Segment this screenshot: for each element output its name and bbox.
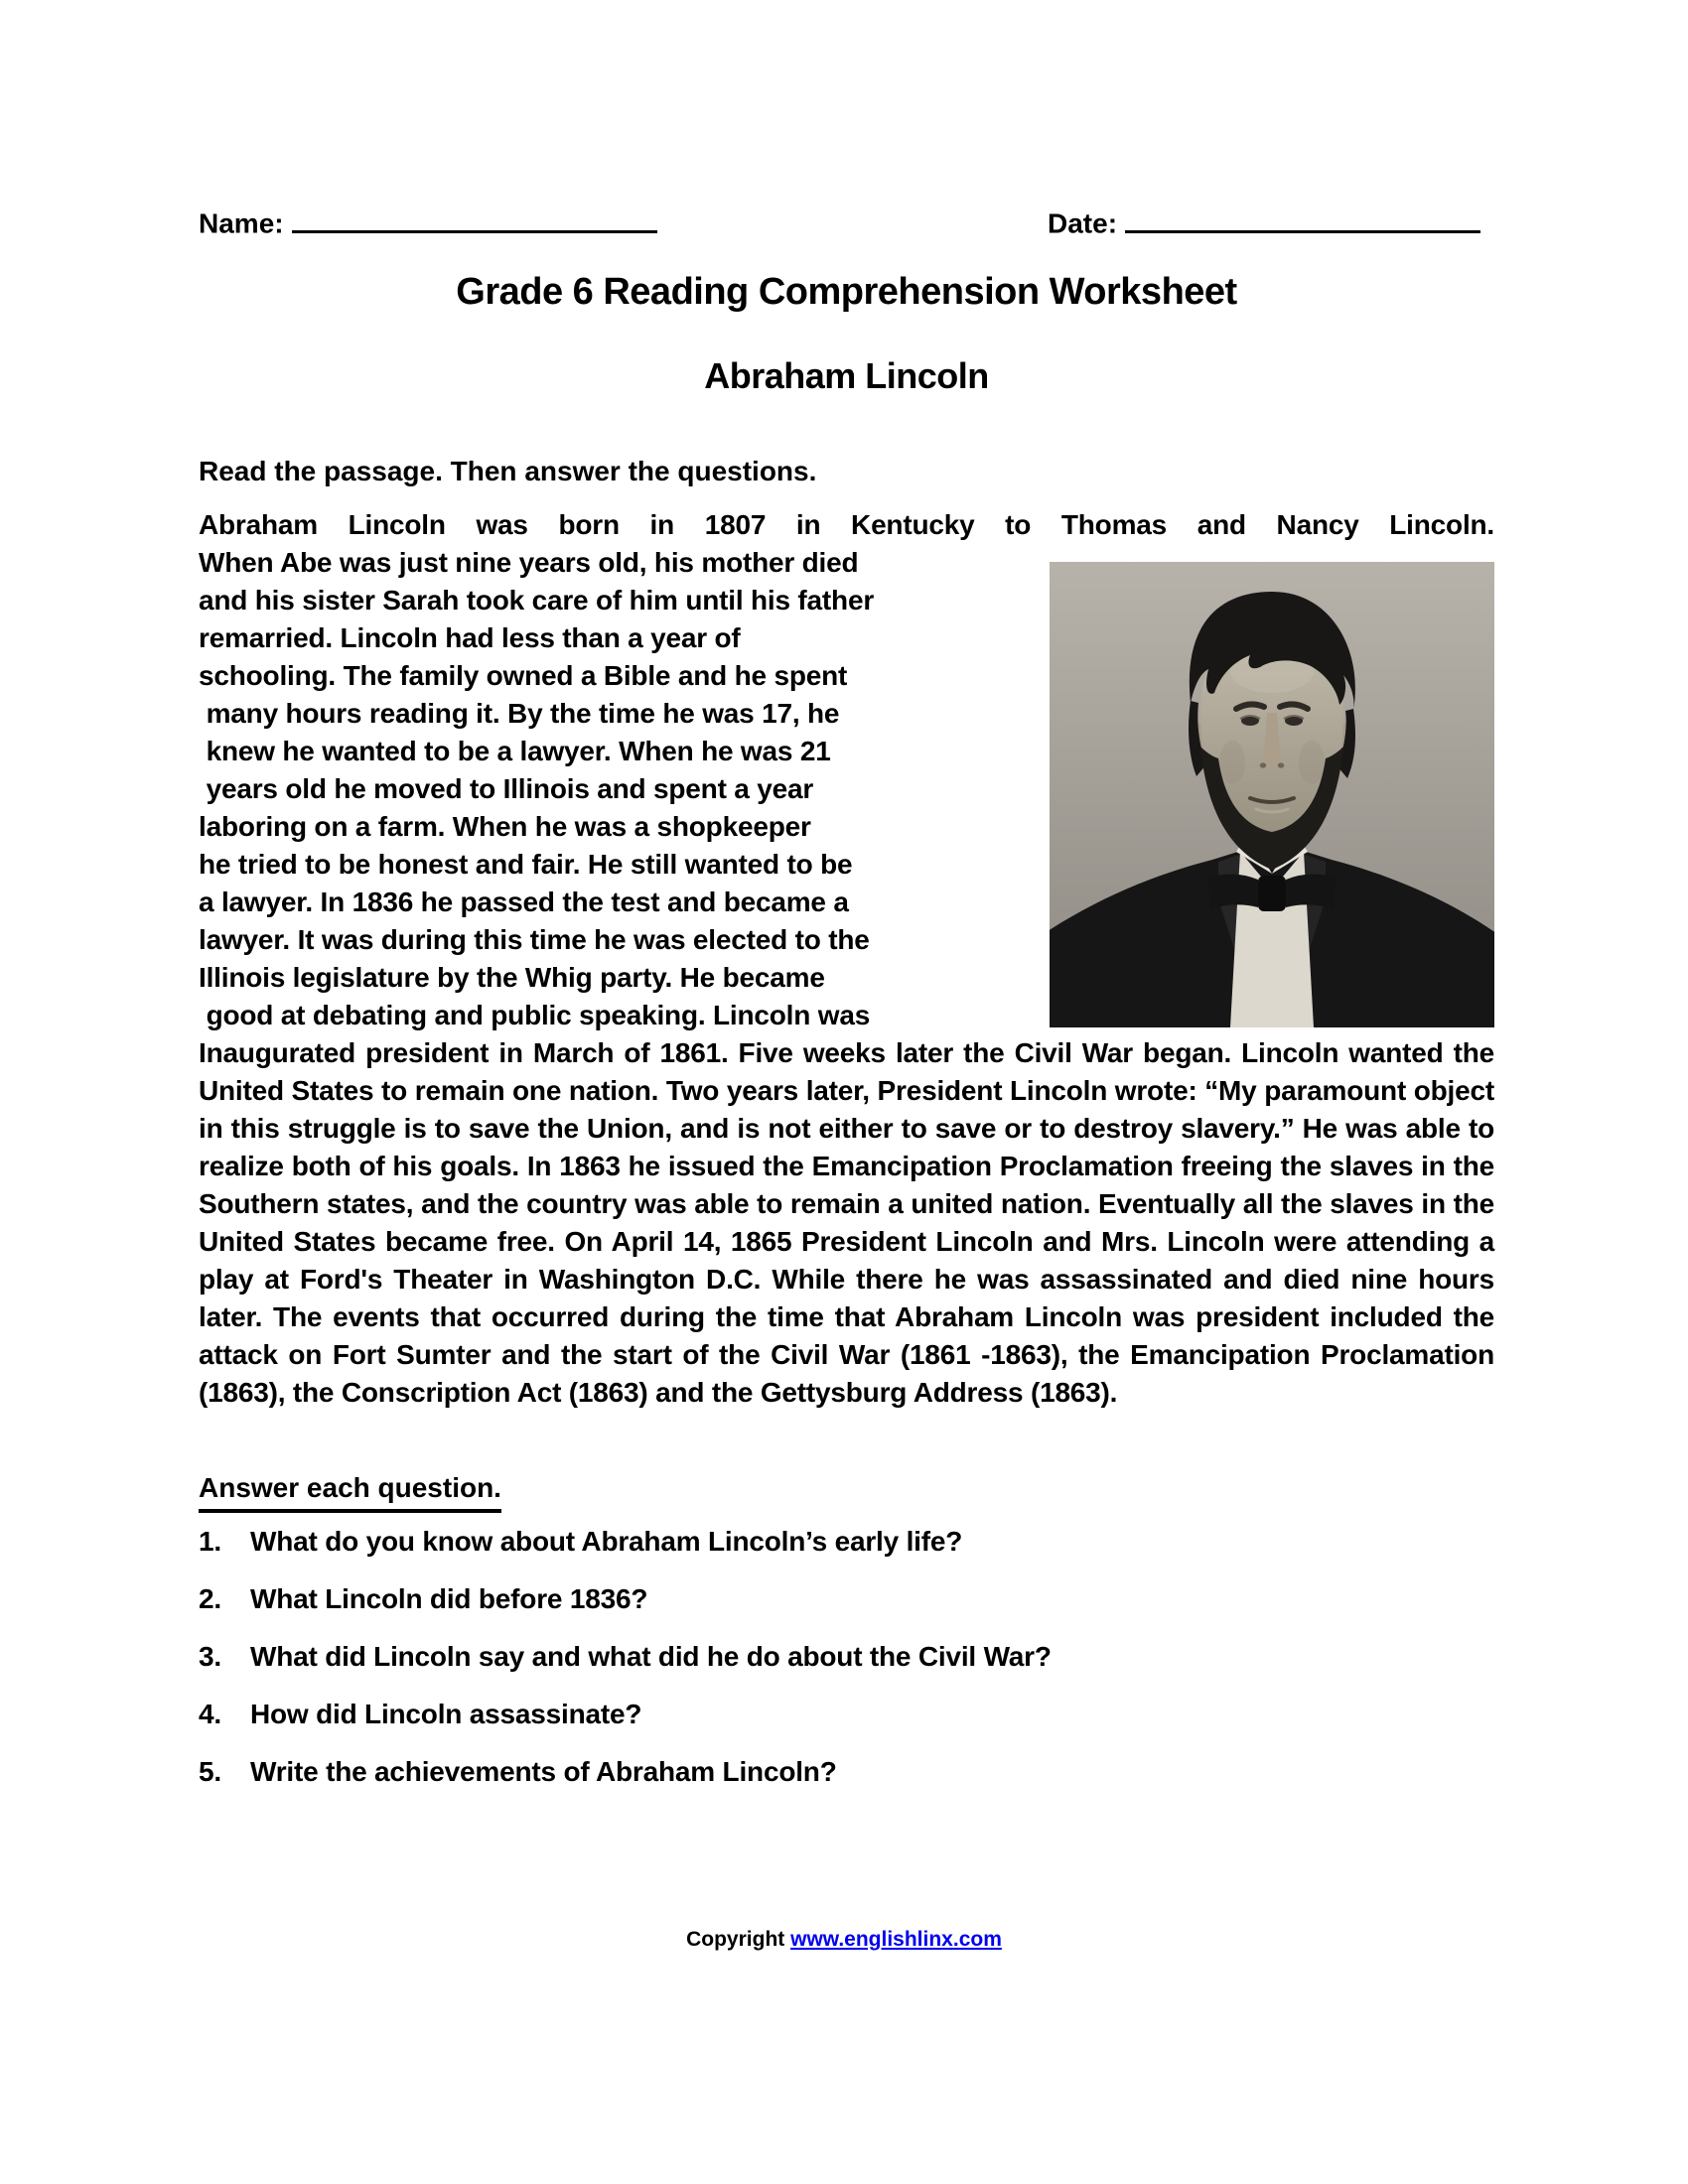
passage-line: knew he wanted to be a lawyer. When he was 21 (199, 736, 831, 766)
question-text: Write the achievements of Abraham Lincoln? (250, 1756, 837, 1787)
question-item (199, 1580, 1494, 1618)
question-number: 2. (199, 1583, 221, 1614)
copyright-label: Copyright (686, 1928, 785, 1951)
question-number: 4. (199, 1699, 221, 1729)
question-number: 1. (199, 1526, 221, 1557)
date-field-row (1048, 204, 1480, 240)
passage-line: lawyer. It was during this time he was elected to the (199, 924, 870, 955)
question-text: What did Lincoln say and what did he do about the Civil War? (250, 1641, 1052, 1672)
passage-line: Illinois legislature by the Whig party. He became (199, 962, 825, 993)
date-blank-line (1125, 204, 1480, 233)
passage-line: and his sister Sarah took care of him until his father (199, 585, 875, 615)
name-field-row (199, 204, 657, 240)
englishlinx-link[interactable]: www.englishlinx.com (790, 1928, 1002, 1951)
passage-line: When Abe was just nine years old, his mother died (199, 547, 859, 578)
question-item (199, 1696, 1494, 1733)
question-text: How did Lincoln assassinate? (250, 1699, 642, 1729)
passage-line: years old he moved to Illinois and spent a year (199, 773, 814, 804)
passage-line: he tried to be honest and fair. He still wanted to be (199, 849, 853, 880)
worksheet-content (199, 270, 1494, 1811)
passage-line: schooling. The family owned a Bible and he spent (199, 660, 848, 691)
question-number: 5. (199, 1756, 221, 1787)
passage-body: Inaugurated president in March of 1861. Five weeks later the Civil War began. Lincoln wanted the United States to remain one nation. Two years later, President Lincoln wrote: “My paramount object in this struggle is to save the Union, and is not either to save or to destroy slavery.” He was able to realize both of his goals. In 1863 he issued the Emancipation Proclamation freeing the slaves in the Southern states, and the country was able to remain a united nation. Eventually all the slaves in the United States became free. On April 14, 1865 President Lincoln and Mrs. Lincoln were attending a play at Ford's Theater in Washington D.C. While there he was assassinated and died nine hours later. The events that occurred during the time that Abraham Lincoln was president included the attack on Fort Sumter and the start of the Civil War (1861 -1863), the Emancipation Proclamation (1863), the Conscription Act (1863) and the Gettysburg Address (1863). (199, 1037, 1494, 1408)
passage-narrow-section (199, 544, 1494, 1034)
passage-line: many hours reading it. By the time he was 17, he (199, 698, 840, 729)
question-item (199, 1638, 1494, 1676)
worksheet-title: Grade 6 Reading Comprehension Worksheet (456, 271, 1237, 313)
question-item (199, 1523, 1494, 1561)
question-item (199, 1753, 1494, 1791)
copyright-footer (0, 1928, 1688, 1952)
passage-line: a lawyer. In 1836 he passed the test and became a (199, 887, 849, 917)
name-label: Name: (199, 207, 284, 239)
instruction-text: Read the passage. Then answer the questions. (199, 456, 817, 486)
passage-line: good at debating and public speaking. Lincoln was (199, 1000, 871, 1030)
passage-line: remarried. Lincoln had less than a year of (199, 622, 741, 653)
date-label: Date: (1048, 207, 1118, 239)
reading-passage (199, 506, 1494, 1412)
question-text: What do you know about Abraham Lincoln’s early life? (250, 1526, 963, 1557)
passage-first-line: Abraham Lincoln was born in 1807 in Kentucky to Thomas and Nancy Lincoln. (199, 509, 1494, 540)
question-list (199, 1523, 1494, 1791)
lincoln-portrait-image (1050, 562, 1494, 1027)
worksheet-subtitle: Abraham Lincoln (704, 355, 989, 396)
answers-section-heading: Answer each question. (199, 1469, 1494, 1513)
name-blank-line (292, 204, 657, 233)
passage-line: laboring on a farm. When he was a shopkeeper (199, 811, 811, 842)
question-text: What Lincoln did before 1836? (250, 1583, 648, 1614)
question-number: 3. (199, 1641, 221, 1672)
